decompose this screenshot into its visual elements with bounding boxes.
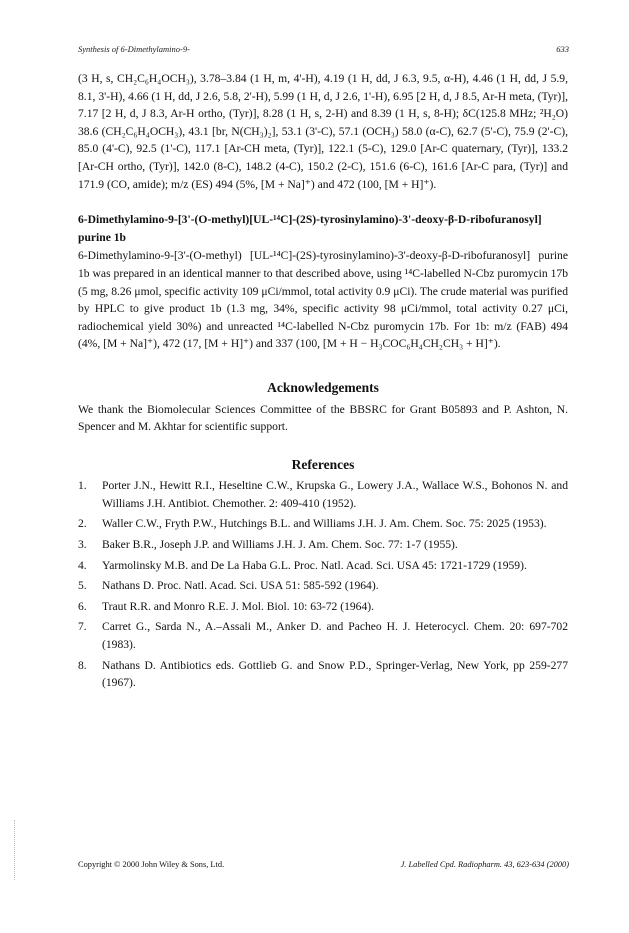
reference-item bbox=[78, 477, 568, 512]
reference-number: 3. bbox=[78, 538, 87, 552]
compound-preparation-paragraph: 6-Dimethylamino-9-[3'-(O-methyl) [UL-¹⁴C]-(2S)-tyrosinylamino)-3'-deoxy-β-D-ribofuranosyl] purine 1b was prepared in an identical manner to that described above, using ¹⁴C-labelled N-Cbz puromycin 17b (5 mg, 8.26 μmol, specific activity 109 μCi/mmol, total activity 0.9 μCi). The crude material was purified by HPLC to give product 1b (1.3 mg, 34%, specific activity 98 μCi/mmol, total activity 0.27 μCi, radiochemical yield 30%) and unreacted ¹⁴C-labelled N-Cbz puromycin 17b. For 1b: m/z (FAB) 494 (4%, [M + Na]⁺), 472 (17, [M + H]⁺) and 337 (100, [M + H − H₃COC₆H₄CH₂CH₃ + H]⁺). bbox=[78, 249, 568, 351]
reference-number: 2. bbox=[78, 517, 87, 531]
reference-text: Nathans D. Antibiotics eds. Gottlieb G. and Snow P.D., Springer-Verlag, New York, pp 259-277 (1967). bbox=[102, 658, 568, 690]
reference-text: Carret G., Sarda N., A.–Assali M., Anker D. and Pacheo H. J. Heterocycl. Chem. 20: 697-702 (1983). bbox=[102, 620, 568, 652]
page-footer bbox=[78, 860, 569, 869]
reference-number: 6. bbox=[78, 599, 87, 613]
reference-text: Nathans D. Proc. Natl. Acad. Sci. USA 51: 585-592 (1964). bbox=[102, 579, 379, 593]
reference-text: Yarmolinsky M.B. and De La Haba G.L. Proc. Natl. Acad. Sci. USA 45: 1721-1729 (1959). bbox=[102, 558, 527, 572]
reference-item bbox=[78, 657, 568, 692]
reference-item bbox=[78, 515, 568, 533]
reference-item bbox=[78, 618, 568, 653]
reference-text: Waller C.W., Fryth P.W., Hutchings B.L. and Williams J.H. J. Am. Chem. Soc. 75: 2025 (1953). bbox=[102, 517, 547, 531]
scan-margin-mark bbox=[14, 820, 16, 880]
reference-number: 8. bbox=[78, 658, 87, 672]
compound-title: 6-Dimethylamino-9-[3'-(O-methyl)[UL-¹⁴C]-(2S)-tyrosinylamino)-3'-deoxy-β-D-ribofuranosyl] purine 1b bbox=[78, 213, 542, 244]
reference-text: Baker B.R., Joseph J.P. and Williams J.H. J. Am. Chem. Soc. 77: 1-7 (1955). bbox=[102, 538, 458, 552]
journal-citation: J. Labelled Cpd. Radiopharm. 43, 623-634 (2000) bbox=[400, 860, 569, 869]
nmr-data-paragraph: (3 H, s, CH₂C₆H₄OCH₃), 3.78–3.84 (1 H, m, 4'-H), 4.19 (1 H, dd, J 6.3, 9.5, α-H), 4.46 (1 H, dd, J 5.9, 8.1, 3'-H), 4.66 (1 H, dd, J 2.6, 5.8, 2'-H), 5.99 (1 H, d, J 2.6, 1'-H), 6.95 [2 H, d, J 8.5, Ar-H meta, (Tyr)], 7.17 [2 H, d, J 8.3, Ar-H ortho, (Tyr)], 8.28 (1 H, s, 2-H) and 8.39 (1 H, s, 8-H); δC(125.8 MHz; ²H₂O) 38.6 (CH₂C₆H₄OCH₃), 43.1 [br, N(CH₃)₂], 53.1 (3'-C), 57.1 (OCH₃) 58.0 (α-C), 62.7 (5'-C), 75.9 (2'-C), 85.0 (4'-C), 92.5 (1'-C), 117.1 [Ar-CH meta, (Tyr)], 122.1 (5-C), 129.0 [Ar-C quaternary, (Tyr)], 133.2 [Ar-CH ortho, (Tyr)], 142.0 (8-C), 148.2 (4-C), 150.2 (2-C), 151.6 (6-C), 161.6 [Ar-C para, (Tyr)] and 171.9 (CO, amide); m/z (ES) 494 (5%, [M + Na]⁺) and 472 (100, [M + H]⁺). bbox=[78, 72, 568, 191]
acknowledgements-text: We thank the Biomolecular Sciences Committee of the BBSRC for Grant B05893 and P. Ashton, N. Spencer and M. Akhtar for scientific support. bbox=[78, 402, 568, 434]
copyright-notice: Copyright © 2000 John Wiley & Sons, Ltd. bbox=[78, 860, 225, 869]
running-header bbox=[78, 44, 569, 54]
reference-number: 5. bbox=[78, 579, 87, 593]
running-title: Synthesis of 6-Dimethylamino-9- bbox=[78, 44, 190, 54]
reference-number: 1. bbox=[78, 479, 87, 493]
reference-item bbox=[78, 598, 568, 616]
reference-text: Traut R.R. and Monro R.E. J. Mol. Biol. 10: 63-72 (1964). bbox=[102, 599, 375, 613]
acknowledgements-heading: Acknowledgements bbox=[267, 379, 379, 395]
reference-item bbox=[78, 577, 568, 595]
page-content bbox=[78, 70, 568, 695]
reference-number: 7. bbox=[78, 620, 87, 634]
reference-item bbox=[78, 557, 568, 575]
reference-item bbox=[78, 536, 568, 554]
reference-text: Porter J.N., Hewitt R.I., Heseltine C.W., Krupska G., Lowery J.A., Wallace W.S., Bohonos N. and Williams J.H. Antibiot. Chemother. 2: 409-410 (1952). bbox=[102, 479, 568, 510]
references-heading: References bbox=[291, 456, 355, 472]
references-list bbox=[78, 477, 568, 692]
page-number: 633 bbox=[556, 44, 569, 54]
reference-number: 4. bbox=[78, 558, 87, 572]
